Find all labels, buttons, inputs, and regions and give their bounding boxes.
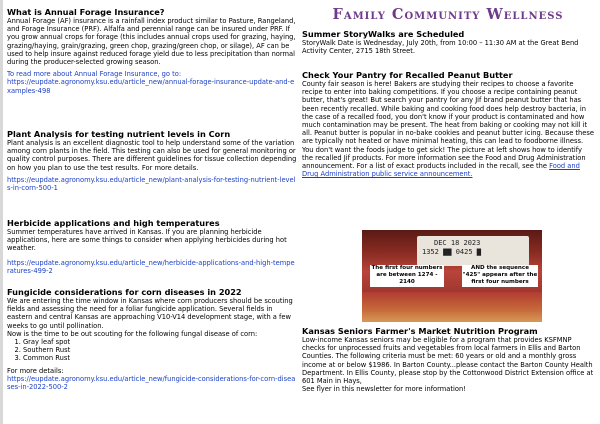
plant-link[interactable]: https://eupdate.agronomy.ksu.edu/article_new/plant-analysis-for-testing-nutrient-levels-in-corn-500-1 [7,175,296,193]
fm-title: Kansas Seniors Farmer's Market Nutrition Program [302,326,538,336]
jar-body [362,292,542,322]
fung-lead: Now is the time to be out scouting for the following fungal disease of corn: [7,329,258,338]
fung-body: We are entering the time window in Kansas where corn producers should be scouting fields and assessing the need for a foliar fungicide application. Several fields in eastern and central Kansas are approaching V10-V14 development stage, with a few weeks to go until pollination. [7,297,293,330]
callout-first-four: The first four numbers are between 1274 - 2140 [371,265,443,285]
afi-body: Annual Forage (AF) insurance is a rainfall index product similar to Pasture, Rangeland, and Forage Insurance (PRF). Alfalfa and perennial range can be insured under PRF. If you grow annual crops for forage (this includes annual crops used for grazing, haying, grazing/haying, grain/grazing, green chop, grazing/green chop, or silage), AF can be used to help insure against reduced forage yield due to less precipitation than normal during the producer-selected growing season. [7,17,296,67]
pb-section [302,70,594,178]
afi-link[interactable]: https://eupdate.agronomy.ksu.edu/article_new/annual-forage-insurance-update-and-examples-498 [7,78,295,95]
list-item: 3. Common Rust [23,354,297,362]
left-margin-bar [0,0,3,424]
herb-section [7,218,297,275]
afi-more: To read more about Annual Forage Insurance, go to: [7,70,182,79]
afi-section [7,7,297,95]
story-section [302,29,594,55]
afi-title: What is Annual Forage Insurance? [7,7,165,17]
banner-title: Family Community Wellness [332,6,564,23]
plant-body: Plant analysis is an excellent diagnostic tool to help understand some of the variation among corn plants in the field. This testing can also be used for general monitoring or quality control purposes. There are different guidelines for tissue collection depending on how you plan to use the test results. For more details. [7,139,297,172]
disease-list [7,338,297,363]
fm-body: Low-income Kansas seniors may be eligible for a program that provides KSFMNP checks for unprocessed fruits and vegetables from local farmers in Ellis and Barton Counties. The following criteria must be met: 60 years or old and a monthly gross income at or below $1986. In Barton County...please contact the Barton County Health Department. In Ellis County, please stop by the Cottonwood District Extension office at 601 Main in Hays, [302,336,594,386]
fm-section [302,326,594,393]
pb-title: Check Your Pantry for Recalled Peanut Butter [302,70,513,80]
plant-section [7,129,297,192]
callout-sequence: AND the sequence "425" appears after the first four numbers [462,265,538,285]
story-title: Summer StoryWalks are Scheduled [302,29,465,39]
herb-body: Summer temperatures have arrived in Kansas. If you are planning herbicide applications, here are some things to consider when applying herbicides during hot weather. [7,228,287,253]
pb-body-text: County fair season is here! Bakers are studying their recipes to choose a favorite recipe to enter into baking competitions. If you choose a recipe containing peanut butter, that's great! But search your pantry for any Jif brand peanut butter that has been recently recalled. While baking and cooking food does help destroy bacteria, in the case of a recalled food, you don't know if your product is contaminated and how much contamination may be present. The heat from baking or cooking may not kill it all. Peanut butter is popular in no-bake cookies and peanut butter icing. Because these are typically not heated or have minimal heating, this can lead to foodborne illness. You don't want the foods judge to get sick! The picture at left shows how to identify the recalled Jif products. For more information see the Food and Drug Administration announcement. For a list of exact products included in the recall, see the [302,80,595,171]
fung-link[interactable]: https://eupdate.agronomy.ksu.edu/article_new/fungicide-considerations-for-corn-diseases-in-2022-500-2 [7,374,296,392]
fung-section [7,287,297,391]
fung-more: For more details: [7,366,64,375]
pb-body [302,80,594,178]
jif-recall-photo [362,230,542,322]
fda-link[interactable]: Food and Drug Administration public service announcement. [302,162,580,179]
herb-title: Herbicide applications and high temperatures [7,218,220,228]
best-by-date: DEC 18 2023 [434,239,481,247]
herb-link[interactable]: https://eupdate.agronomy.ksu.edu/article_new/herbicide-applications-and-high-temperatures-499-2 [7,258,295,275]
fm-closing: See flyer in this newsletter for more information! [302,385,466,394]
list-item: 2. Southern Rust [23,346,297,354]
lot-code: 1352 ▇▇ 0425 ▇ [422,248,482,256]
fung-title: Fungicide considerations for corn diseases in 2022 [7,287,242,297]
list-item: 1. Gray leaf spot [23,338,297,346]
story-body: StoryWalk Date is Wednesday, July 20th, from 10:00 – 11:30 AM at the Great Bend Activity Center, 2715 18th Street. [302,39,579,56]
plant-title: Plant Analysis for testing nutrient levels in Corn [7,129,231,139]
